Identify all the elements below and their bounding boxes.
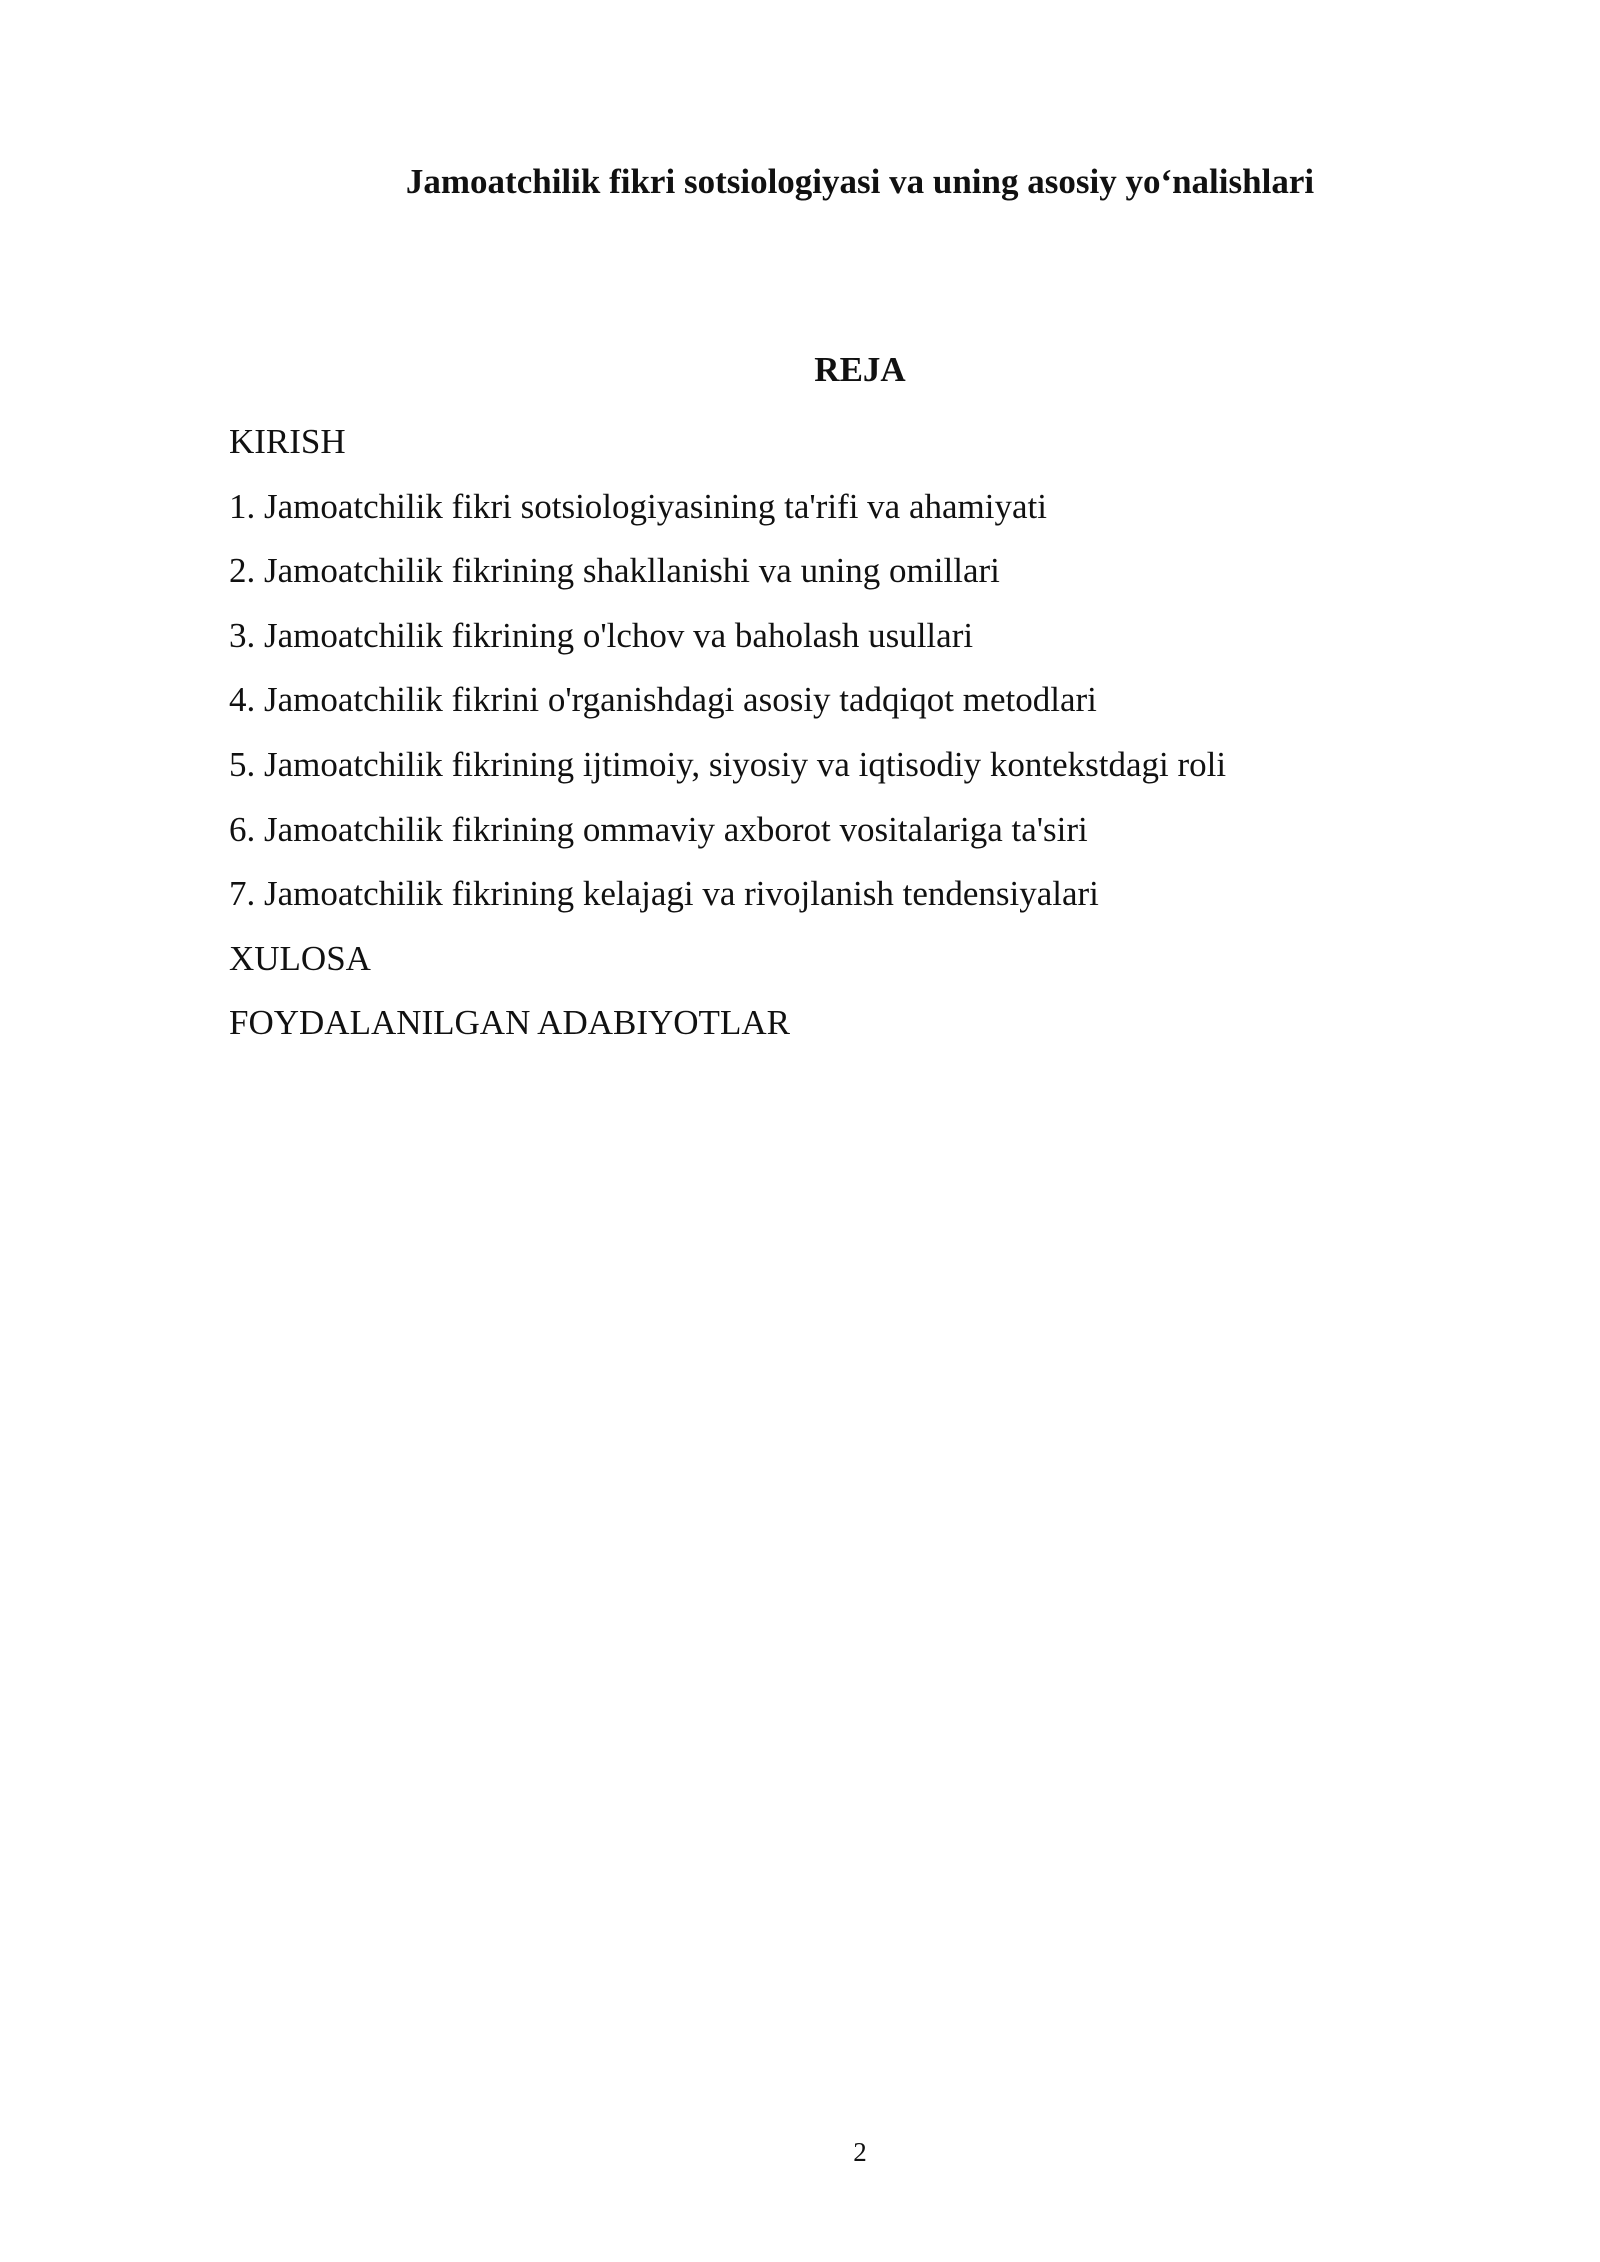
plan-list xyxy=(229,420,1226,1066)
plan-item-5: 5. Jamoatchilik fikrining ijtimoiy, siyosiy va iqtisodiy kontekstdagi roli xyxy=(229,744,1227,784)
plan-item-intro: KIRISH xyxy=(229,422,346,461)
page-number: 2 xyxy=(853,2137,867,2167)
plan-item-7: 7. Jamoatchilik fikrining kelajagi va rivojlanish tendensiyalari xyxy=(229,874,1099,914)
plan-item-4: 4. Jamoatchilik fikrini o'rganishdagi asosiy tadqiqot metodlari xyxy=(229,680,1097,720)
document-title: Jamoatchilik fikri sotsiologiyasi va uning asosiy yo‘nalishlari xyxy=(405,162,1315,201)
plan-item-6: 6. Jamoatchilik fikrining ommaviy axborot vositalariga ta'siri xyxy=(229,809,1088,849)
plan-item-references: FOYDALANILGAN ADABIYOTLAR xyxy=(229,1003,790,1043)
plan-item-2: 2. Jamoatchilik fikrining shakllanishi va uning omillari xyxy=(229,551,1000,591)
plan-item-3: 3. Jamoatchilik fikrining o'lchov va baholash usullari xyxy=(229,615,974,655)
plan-item-conclusion: XULOSA xyxy=(229,938,371,978)
plan-item-1: 1. Jamoatchilik fikri sotsiologiyasining ta'rifi va ahamiyati xyxy=(229,486,1047,526)
plan-heading: REJA xyxy=(814,350,906,389)
